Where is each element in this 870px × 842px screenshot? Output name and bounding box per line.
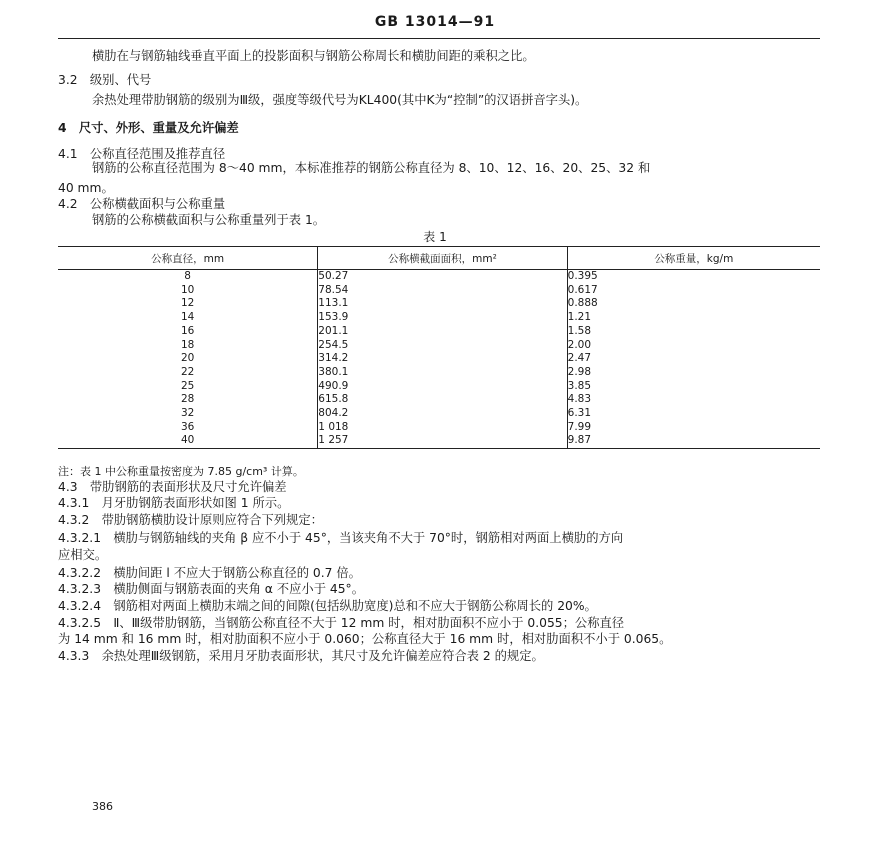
paragraph-line: 为 14 mm 和 16 mm 时，相对肋面积不应小于 0.060；公称直径大于 16 mm 时，相对肋面积不小于 0.065。 xyxy=(58,632,672,646)
table-cell: 25 xyxy=(180,379,195,392)
table-cell: 615.8 xyxy=(318,393,567,407)
column-header: 公称横截面面积，mm² xyxy=(318,247,567,270)
table-cell: 28 xyxy=(180,393,195,406)
table-cell: 8 xyxy=(184,270,191,282)
paragraph-line: 4.3.1 月牙肋钢筋表面形状如图 1 所示。 xyxy=(58,496,290,510)
table-cell: 0.617 xyxy=(567,284,820,298)
table-row xyxy=(58,421,820,435)
table-cell: 2.47 xyxy=(567,352,820,366)
table-row xyxy=(58,352,820,366)
table-header-row xyxy=(58,247,820,270)
table-cell: 32 xyxy=(180,407,195,420)
table-cell: 6.31 xyxy=(567,407,820,421)
table-cell: 20 xyxy=(180,352,195,365)
table-cell: 153.9 xyxy=(318,311,567,325)
table-cell: 1.58 xyxy=(567,325,820,339)
table-cell: 380.1 xyxy=(318,366,567,380)
paragraph-line: 余热处理带肋钢筋的级别为Ⅲ级，强度等级代号为KL400(其中K为“控制”的汉语拼音字头)。 xyxy=(92,93,588,107)
paragraph-line: 钢筋的公称横截面积与公称重量列于表 1。 xyxy=(92,213,326,227)
table-cell: 1 018 xyxy=(318,421,567,435)
paragraph-line: 4.3.2.4 钢筋相对两面上横肋末端之间的间隙(包括纵肋宽度)总和不应大于钢筋公称周长的 20%。 xyxy=(58,599,597,613)
table-cell: 12 xyxy=(180,297,195,310)
column-header: 公称直径，mm xyxy=(58,247,318,270)
paragraph-line: 4.3.2 带肋钢筋横肋设计原则应符合下列规定： xyxy=(58,513,323,527)
table-cell: 50.27 xyxy=(318,270,567,284)
paragraph-line: 应相交。 xyxy=(58,548,108,562)
table-cell: 113.1 xyxy=(318,297,567,311)
table-row xyxy=(58,393,820,407)
table-row xyxy=(58,380,820,394)
table-cell: 804.2 xyxy=(318,407,567,421)
table-cell: 2.00 xyxy=(567,339,820,353)
table-cell: 201.1 xyxy=(318,325,567,339)
table-cell: 18 xyxy=(180,338,195,351)
page-number: 386 xyxy=(92,800,113,813)
table-row xyxy=(58,339,820,353)
table-cell: 22 xyxy=(180,365,195,378)
table-row xyxy=(58,284,820,298)
paragraph-line: 钢筋的公称直径范围为 8～40 mm，本标准推荐的钢筋公称直径为 8、10、12、16、20、25、32 和 xyxy=(92,161,651,175)
table-cell: 4.83 xyxy=(567,393,820,407)
table-row xyxy=(58,325,820,339)
paragraph-line: 横肋在与钢筋轴线垂直平面上的投影面积与钢筋公称周长和横肋间距的乘积之比。 xyxy=(92,49,535,63)
table-cell: 254.5 xyxy=(318,339,567,353)
paragraph-line: 4.3.2.1 横肋与钢筋轴线的夹角 β 应不小于 45°，当该夹角不大于 70°时，钢筋相对两面上横肋的方向 xyxy=(58,531,624,545)
standard-code: GB 13014—91 xyxy=(374,14,496,30)
table-cell: 7.99 xyxy=(567,421,820,435)
table-cell: 78.54 xyxy=(318,284,567,298)
table-cell: 1.21 xyxy=(567,311,820,325)
table-row xyxy=(58,270,820,284)
table-cell: 36 xyxy=(180,420,195,433)
paragraph-line: 4.3.3 余热处理Ⅲ级钢筋，采用月牙肋表面形状，其尺寸及允许偏差应符合表 2 的规定。 xyxy=(58,649,544,663)
table-cell: 3.85 xyxy=(567,380,820,394)
table-cell: 16 xyxy=(180,324,195,337)
table-cell: 314.2 xyxy=(318,352,567,366)
table-cell: 14 xyxy=(180,311,195,324)
table-row xyxy=(58,311,820,325)
section-heading-3-2: 3.2 级别、代号 xyxy=(58,73,152,87)
paragraph-line: 4.3.2.2 横肋间距 l 不应大于钢筋公称直径的 0.7 倍。 xyxy=(58,566,361,580)
table-cell: 1 257 xyxy=(318,434,567,448)
paragraph-line: 40 mm。 xyxy=(58,181,114,195)
table-row xyxy=(58,407,820,421)
column-header: 公称重量，kg/m xyxy=(567,247,820,270)
table-cell: 40 xyxy=(58,434,318,448)
section-heading-4-2: 4.2 公称横截面积与公称重量 xyxy=(58,197,226,211)
table-cell: 490.9 xyxy=(318,380,567,394)
table-row xyxy=(58,366,820,380)
table-cell: 0.888 xyxy=(567,297,820,311)
table-caption: 表 1 xyxy=(423,230,447,244)
paragraph-line: 4.3.2.5 Ⅱ、Ⅲ级带肋钢筋，当钢筋公称直径不大于 12 mm 时，相对肋面积不应小于 0.055；公称直径 xyxy=(58,616,625,630)
section-heading-4: 4 尺寸、外形、重量及允许偏差 xyxy=(58,121,239,135)
section-heading-4-3: 4.3 带肋钢筋的表面形状及尺寸允许偏差 xyxy=(58,480,287,494)
section-heading-4-1: 4.1 公称直径范围及推荐直径 xyxy=(58,147,226,161)
table-cell: 10 xyxy=(180,283,195,296)
table-row xyxy=(58,297,820,311)
data-table xyxy=(58,246,820,449)
table-row xyxy=(58,434,820,448)
table-cell: 9.87 xyxy=(567,434,820,448)
header-rule xyxy=(58,38,820,39)
table-note: 注：表 1 中公称重量按密度为 7.85 g/cm³ 计算。 xyxy=(58,465,304,478)
table-cell: 0.395 xyxy=(567,270,820,284)
paragraph-line: 4.3.2.3 横肋侧面与钢筋表面的夹角 α 不应小于 45°。 xyxy=(58,582,364,596)
table-cell: 2.98 xyxy=(567,366,820,380)
